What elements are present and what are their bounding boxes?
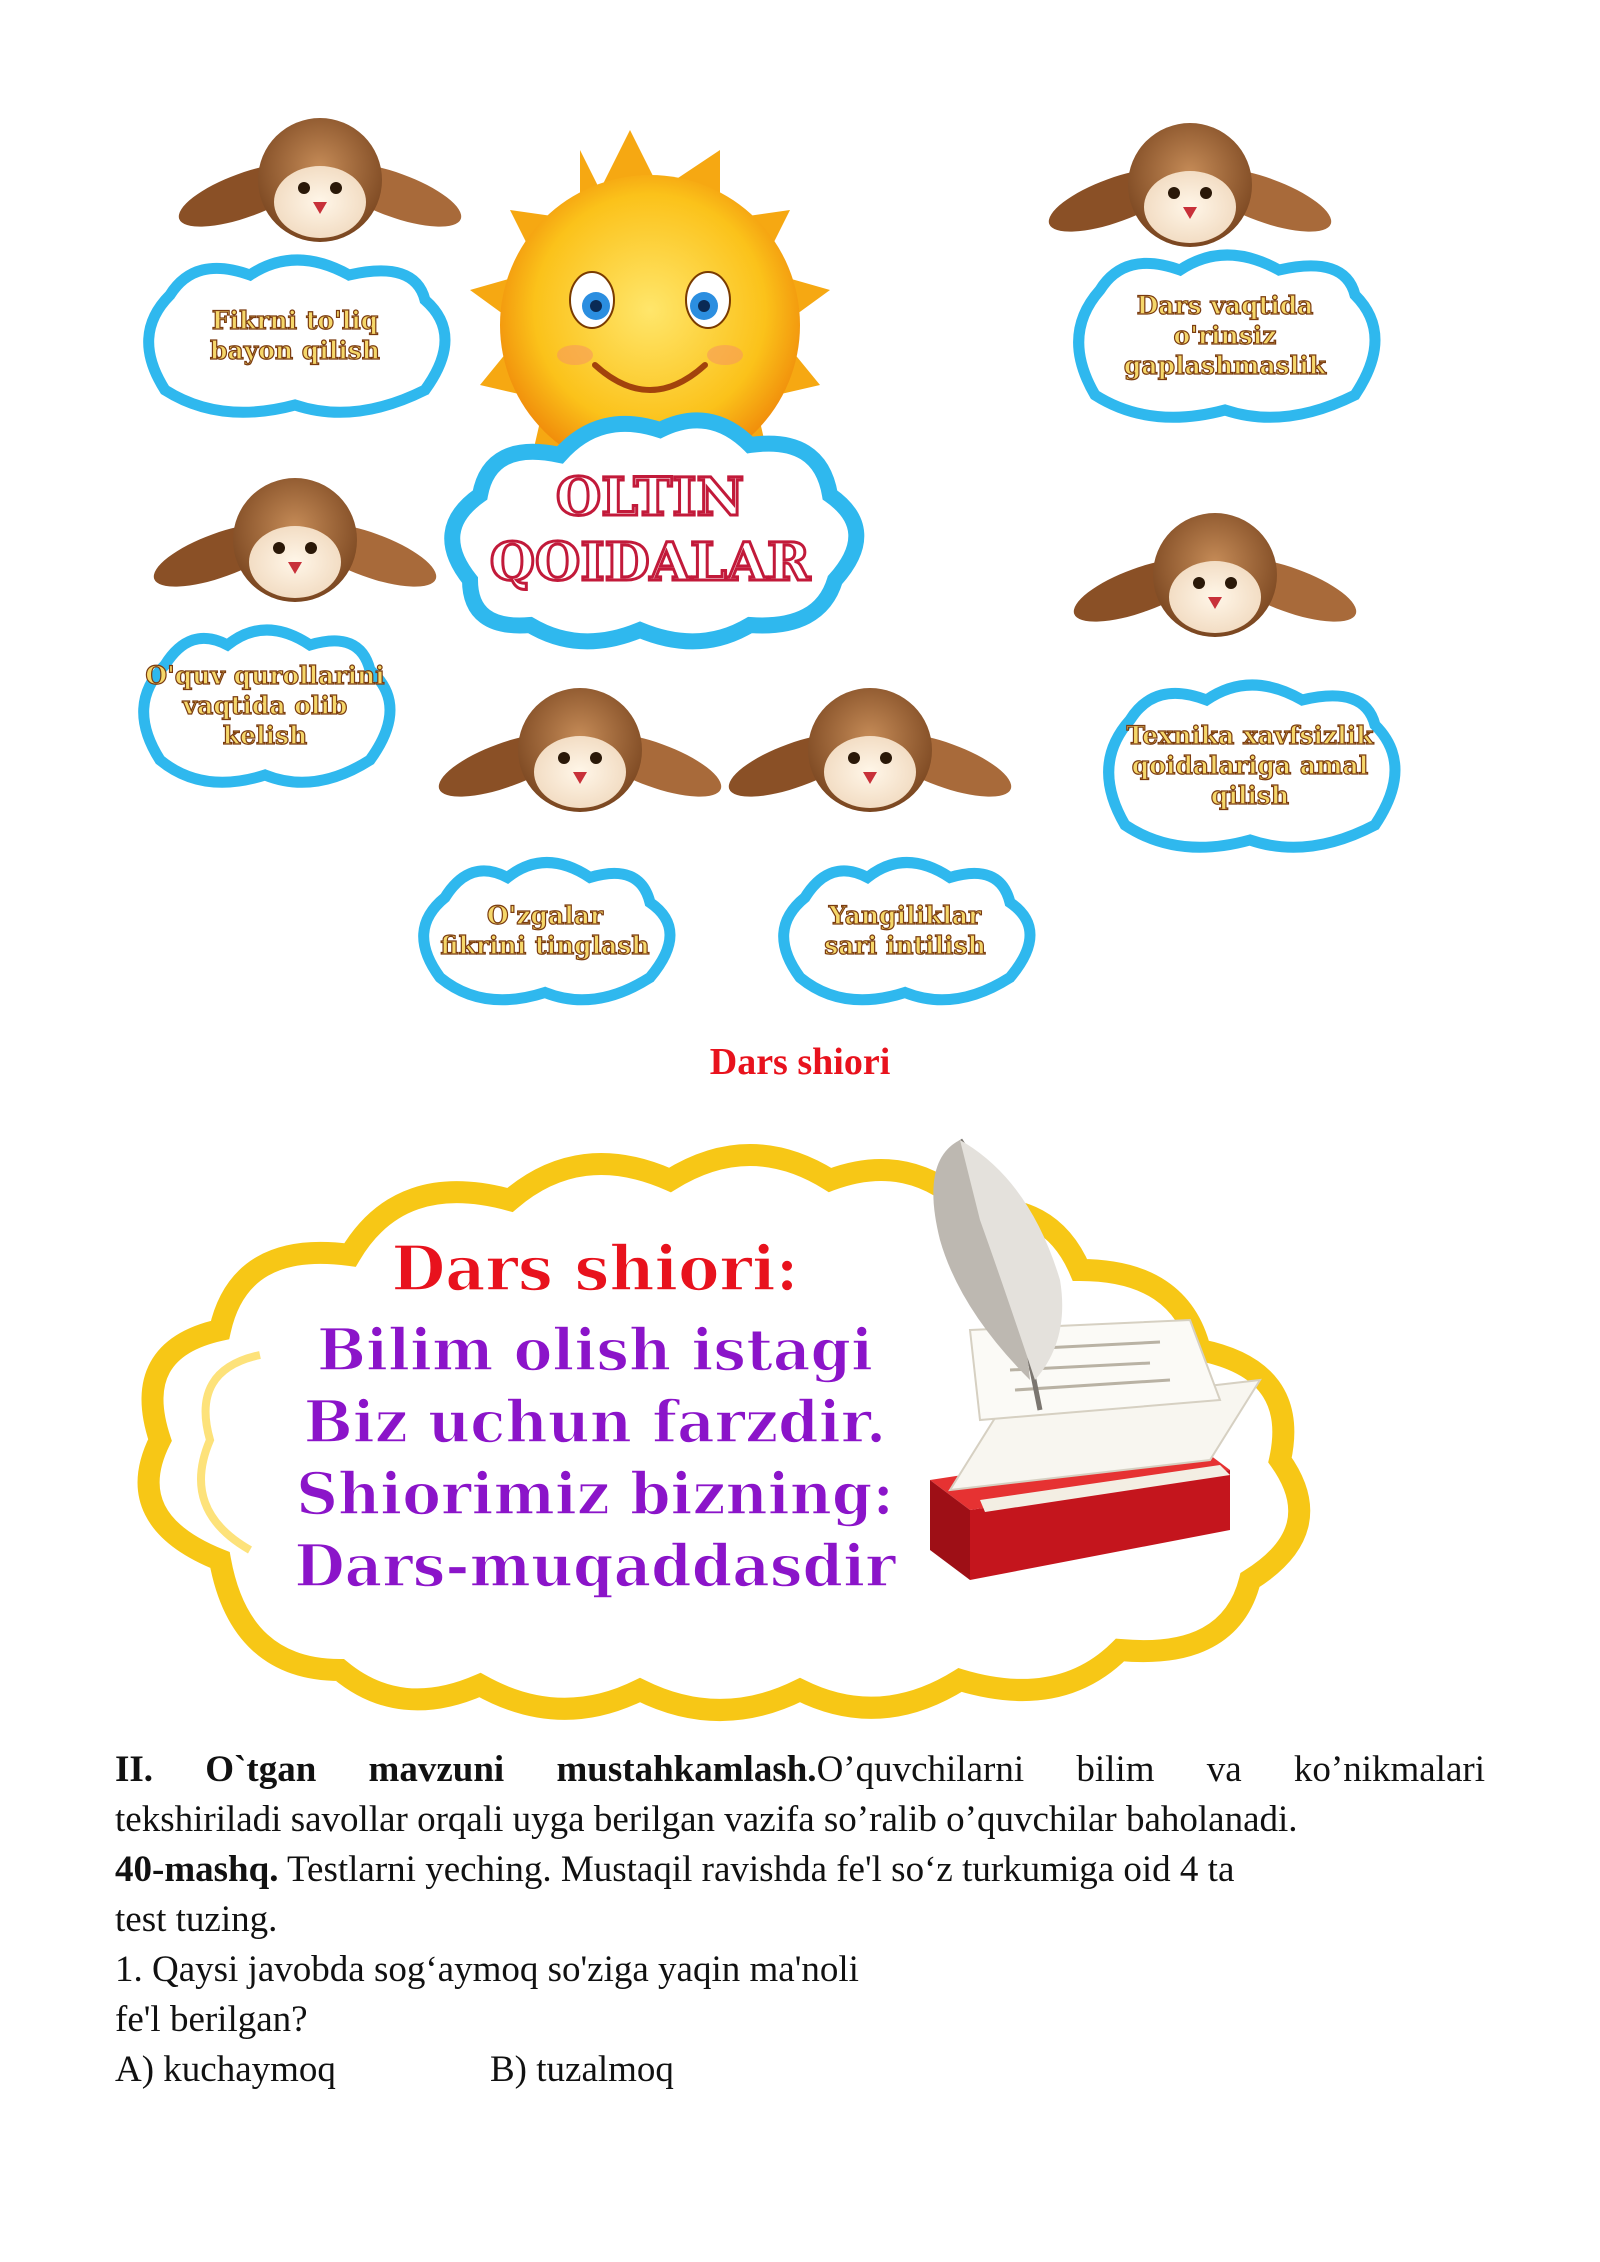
exercise-text-line1: Testlarni yeching. Mustaqil ravishda fe'l so‘z turkumiga oid 4 ta xyxy=(278,1849,1235,1890)
section-text-part2: tekshiriladi savollar orqali uyga berilgan vazifa so’ralib o’quvchilar baholanadi. xyxy=(115,1799,1298,1840)
exercise-line-1 xyxy=(115,1845,1485,1895)
motto-line: Bilim olish istagi xyxy=(316,1316,874,1384)
question-line2: fe'l berilgan? xyxy=(115,1999,308,2040)
rule-text-line: Dars vaqtida xyxy=(1136,291,1314,320)
poster-title-line1: OLTIN xyxy=(555,467,745,528)
exercise-text-line2: test tuzing. xyxy=(115,1899,278,1940)
answer-option-b: B) tuzalmoq xyxy=(490,2049,674,2090)
title-cloud xyxy=(452,420,856,641)
rule-text-line: O'zgalar xyxy=(486,901,604,930)
answer-options xyxy=(115,2045,1485,2095)
rule-text-line: o'rinsiz xyxy=(1173,321,1277,350)
rule-text-line: Fikrni to'liq xyxy=(211,306,379,335)
rule-text-line: qilish xyxy=(1210,781,1290,810)
sparrow-illustration xyxy=(147,478,444,602)
sparrow-illustration xyxy=(1042,123,1339,247)
sparrow-illustration xyxy=(1067,513,1364,637)
motto-banner xyxy=(100,1080,1520,1730)
golden-rules-poster xyxy=(130,110,1420,1010)
question-line1: 1. Qaysi javobda sog‘aymoq so'ziga yaqin ma'noli xyxy=(115,1949,859,1990)
rule-text-line: kelish xyxy=(222,721,308,750)
rule-text-line: sari intilish xyxy=(824,931,986,960)
poster-title-line2: QOIDALAR xyxy=(489,532,811,593)
motto-heading: Dars shiori: xyxy=(391,1232,799,1305)
sparrow-illustration xyxy=(432,688,729,812)
motto-line: Shiorimiz bizning: xyxy=(296,1460,894,1528)
rule-text-line: O'quv qurollarini xyxy=(145,661,385,690)
caption-dars-shiori: Dars shiori xyxy=(709,1041,891,1083)
section-line-1 xyxy=(115,1745,1485,1795)
exercise-label: 40-mashq. xyxy=(115,1849,279,1890)
section-text-part1: O’quvchilarni bilim va ko’nikmalari xyxy=(816,1749,1485,1790)
motto-line: Biz uchun farzdir. xyxy=(303,1388,887,1456)
rule-text-line: Texnika xavfsizlik xyxy=(1126,721,1374,750)
rule-text-line: qoidalariga amal xyxy=(1131,751,1369,780)
rule-text-line: Yangiliklar xyxy=(828,901,982,930)
rule-text-line: vaqtida olib xyxy=(182,691,348,720)
motto-line: Dars-muqaddasdir xyxy=(294,1532,896,1600)
rule-text-line: bayon qilish xyxy=(210,336,380,365)
rule-text-line: fikrini tinglash xyxy=(440,931,650,960)
section-title: II. O`tgan mavzuni mustahkamlash. xyxy=(115,1749,817,1790)
lesson-body xyxy=(115,1745,1485,2095)
sparrow-illustration xyxy=(172,118,469,242)
sparrow-illustration xyxy=(722,688,1019,812)
rule-text-line: gaplashmaslik xyxy=(1123,351,1327,380)
answer-option-a: A) kuchaymoq xyxy=(115,2049,336,2090)
